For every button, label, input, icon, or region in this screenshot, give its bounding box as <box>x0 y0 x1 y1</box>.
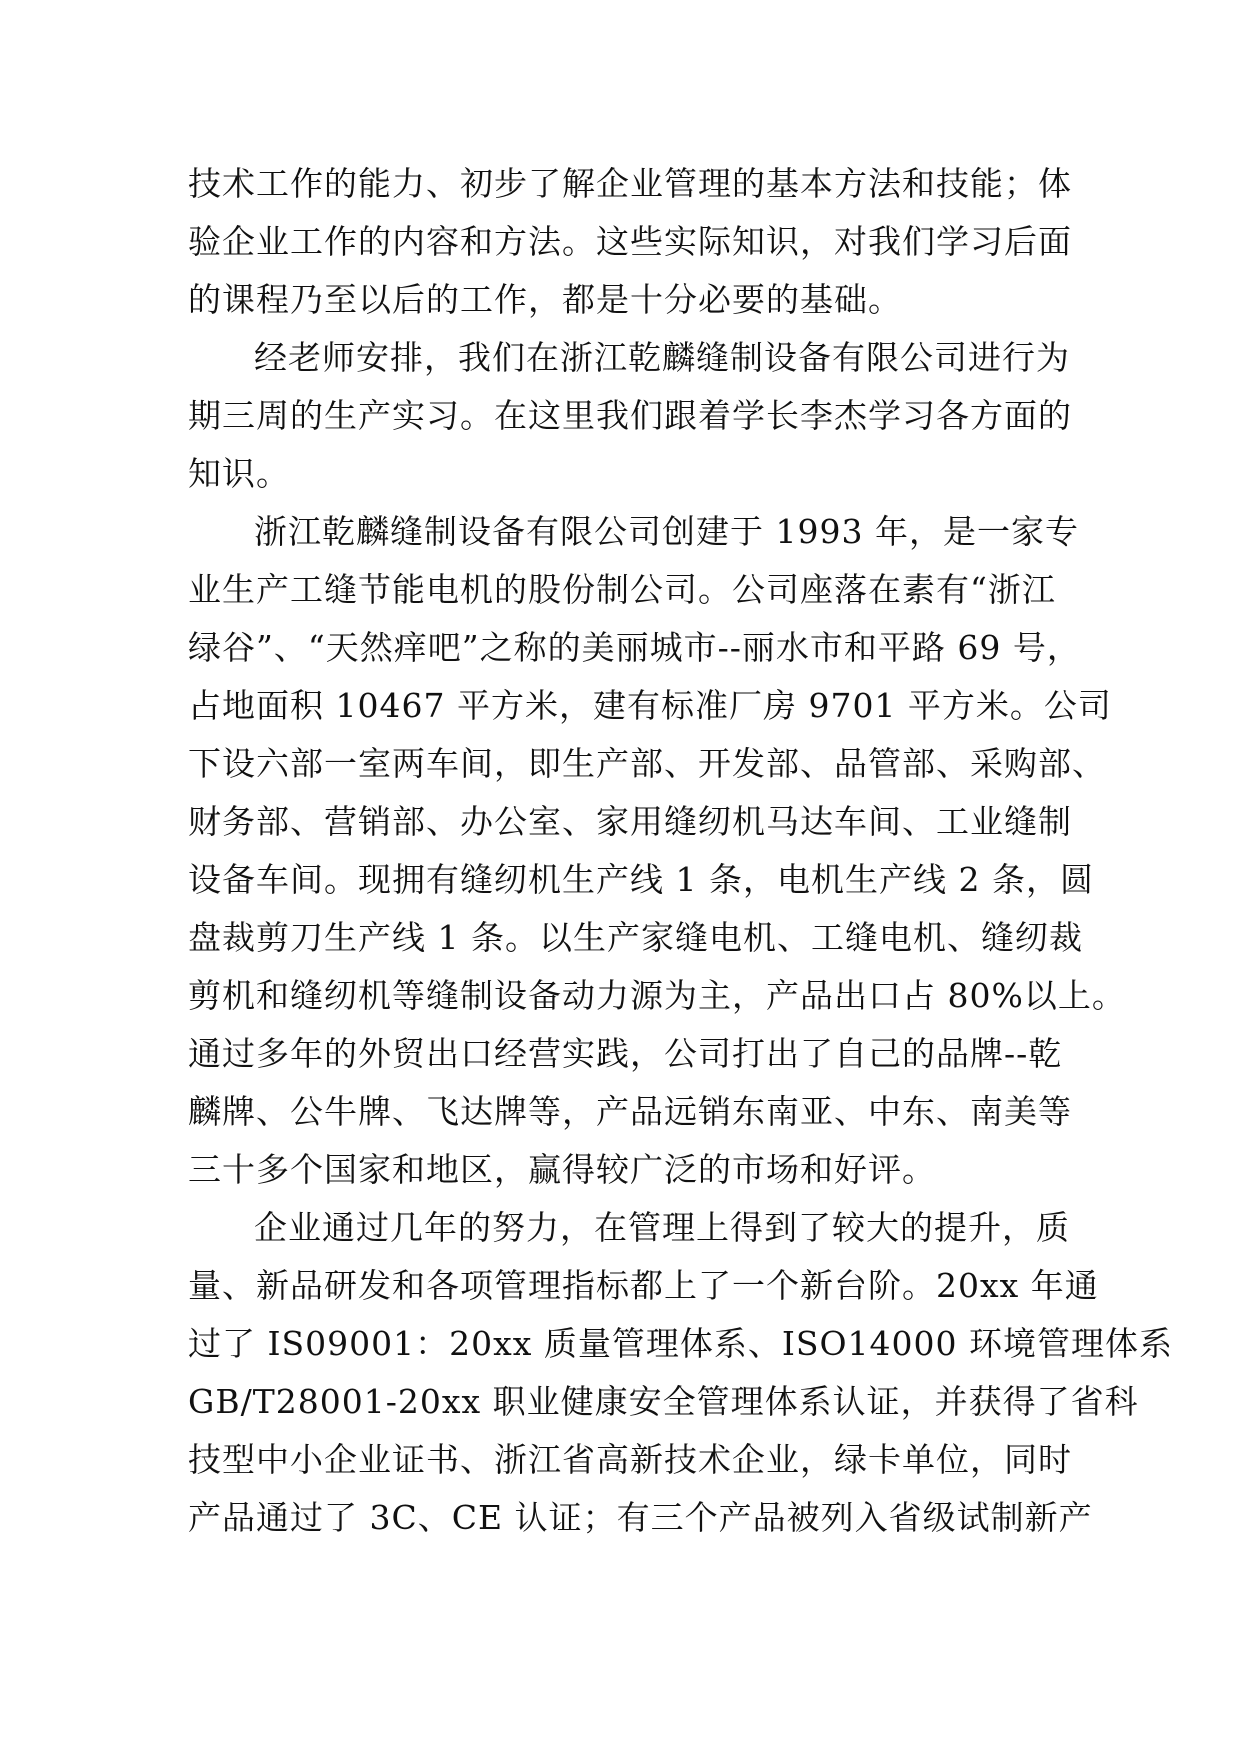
body-text <box>188 155 1173 1547</box>
text-line: 过了 IS09001：20xx 质量管理体系、ISO14000 环境管理体系 <box>188 1324 1173 1363</box>
text-line: 产品通过了 3C、CE 认证；有三个产品被列入省级试制新产 <box>188 1498 1093 1537</box>
text-line: GB/T28001-20xx 职业健康安全管理体系认证，并获得了省科 <box>188 1382 1139 1421</box>
text-line: 盘裁剪刀生产线 1 条。以生产家缝电机、工缝电机、缝纫裁 <box>188 918 1083 957</box>
text-line: 业生产工缝节能电机的股份制公司。公司座落在素有“浙江 <box>188 570 1056 609</box>
text-line: 三十多个国家和地区，赢得较广泛的市场和好评。 <box>188 1150 936 1189</box>
text-line: 绿谷”、“天然痒吧”之称的美丽城市--丽水市和平路 69 号， <box>188 628 1081 667</box>
text-line: 知识。 <box>188 454 290 493</box>
text-line: 期三周的生产实习。在这里我们跟着学长李杰学习各方面的 <box>188 396 1072 435</box>
text-line: 财务部、营销部、办公室、家用缝纫机马达车间、工业缝制 <box>188 802 1072 841</box>
paragraph-first-line: 浙江乾麟缝制设备有限公司创建于 1993 年，是一家专 <box>254 512 1079 551</box>
paragraph-first-line: 企业通过几年的努力，在管理上得到了较大的提升，质 <box>254 1208 1070 1247</box>
text-line: 剪机和缝纫机等缝制设备动力源为主，产品出口占 80%以上。 <box>188 976 1126 1015</box>
text-line: 设备车间。现拥有缝纫机生产线 1 条，电机生产线 2 条，圆 <box>188 860 1094 899</box>
text-line: 技型中小企业证书、浙江省高新技术企业，绿卡单位，同时 <box>188 1440 1072 1479</box>
text-line: 量、新品研发和各项管理指标都上了一个新台阶。20xx 年通 <box>188 1266 1099 1305</box>
text-line: 下设六部一室两车间，即生产部、开发部、品管部、采购部、 <box>188 744 1106 783</box>
text-line: 技术工作的能力、初步了解企业管理的基本方法和技能；体 <box>188 164 1072 203</box>
paragraph-first-line: 经老师安排，我们在浙江乾麟缝制设备有限公司进行为 <box>254 338 1070 377</box>
text-line: 的课程乃至以后的工作，都是十分必要的基础。 <box>188 280 902 319</box>
text-line: 麟牌、公牛牌、飞达牌等，产品远销东南亚、中东、南美等 <box>188 1092 1072 1131</box>
text-line: 占地面积 10467 平方米，建有标准厂房 9701 平方米。公司 <box>188 686 1112 725</box>
text-line: 验企业工作的内容和方法。这些实际知识，对我们学习后面 <box>188 222 1072 261</box>
text-line: 通过多年的外贸出口经营实践，公司打出了自己的品牌--乾 <box>188 1034 1063 1073</box>
